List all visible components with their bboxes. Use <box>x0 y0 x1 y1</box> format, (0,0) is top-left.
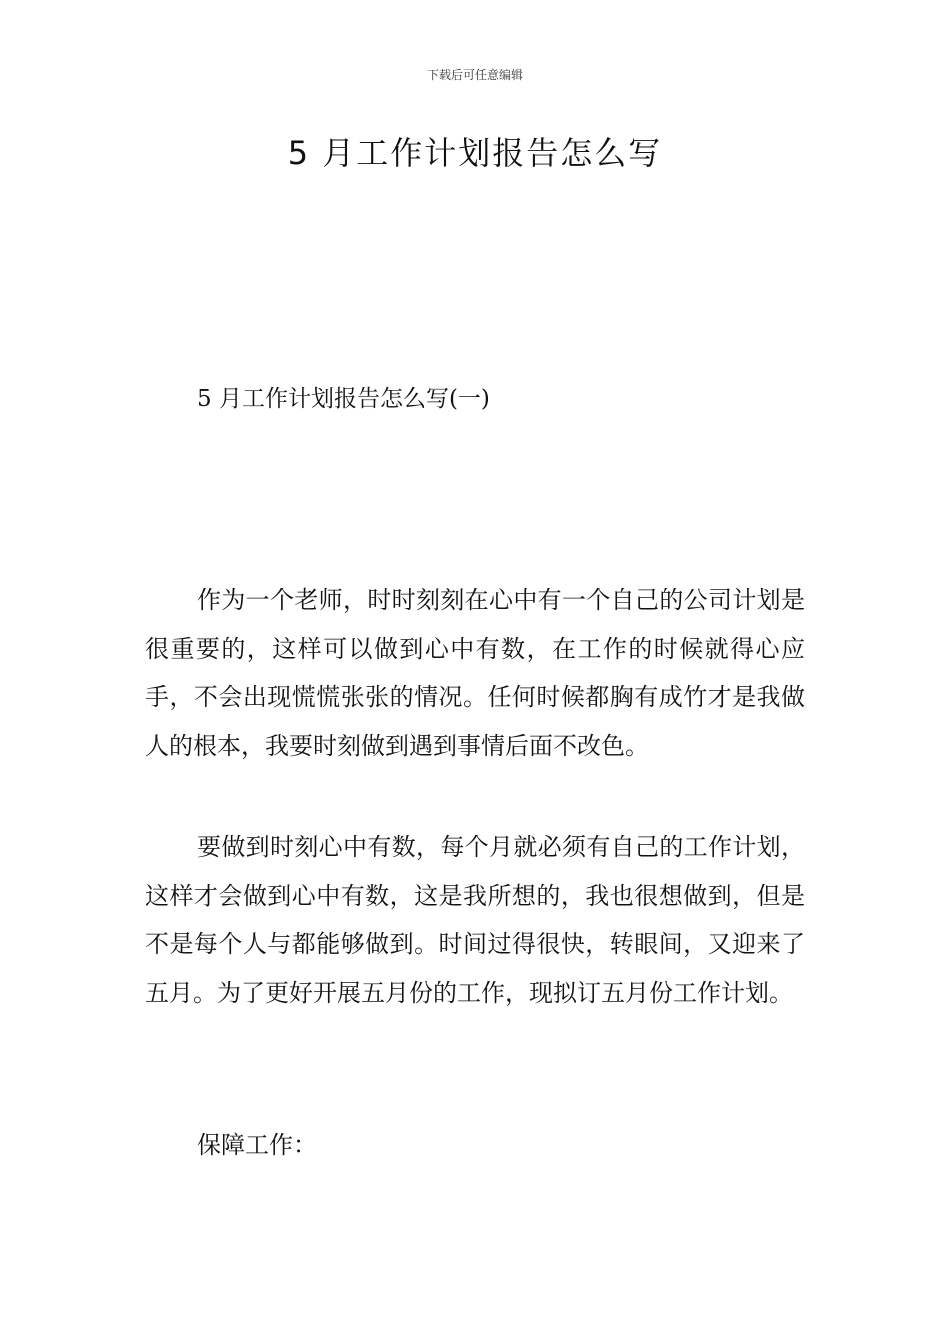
document-title: 5 月工作计划报告怎么写 <box>287 134 663 172</box>
section-heading: 5 月工作计划报告怎么写(一) <box>197 386 490 412</box>
paragraph-guarantee-heading: 保障工作： <box>197 1131 317 1159</box>
download-note: 下载后可任意编辑 <box>426 68 523 82</box>
paragraph-intro: 作为一个老师，时时刻刻在心中有一个自己的公司计划是很重要的，这样可以做到心中有数，在工作的时候就得心应手，不会出现慌慌张张的情况。任何时候都胸有成竹才是我做人的根本，我要时刻做到遇到事情后面不改色。 <box>145 586 805 760</box>
paragraph-plan: 要做到时刻心中有数，每个月就必须有自己的工作计划，这样才会做到心中有数，这是我所想的，我也很想做到，但是不是每个人与都能够做到。时间过得很快，转眼间，又迎来了五月。为了更好开展五月份的工作，现拟订五月份工作计划。 <box>145 833 805 1007</box>
